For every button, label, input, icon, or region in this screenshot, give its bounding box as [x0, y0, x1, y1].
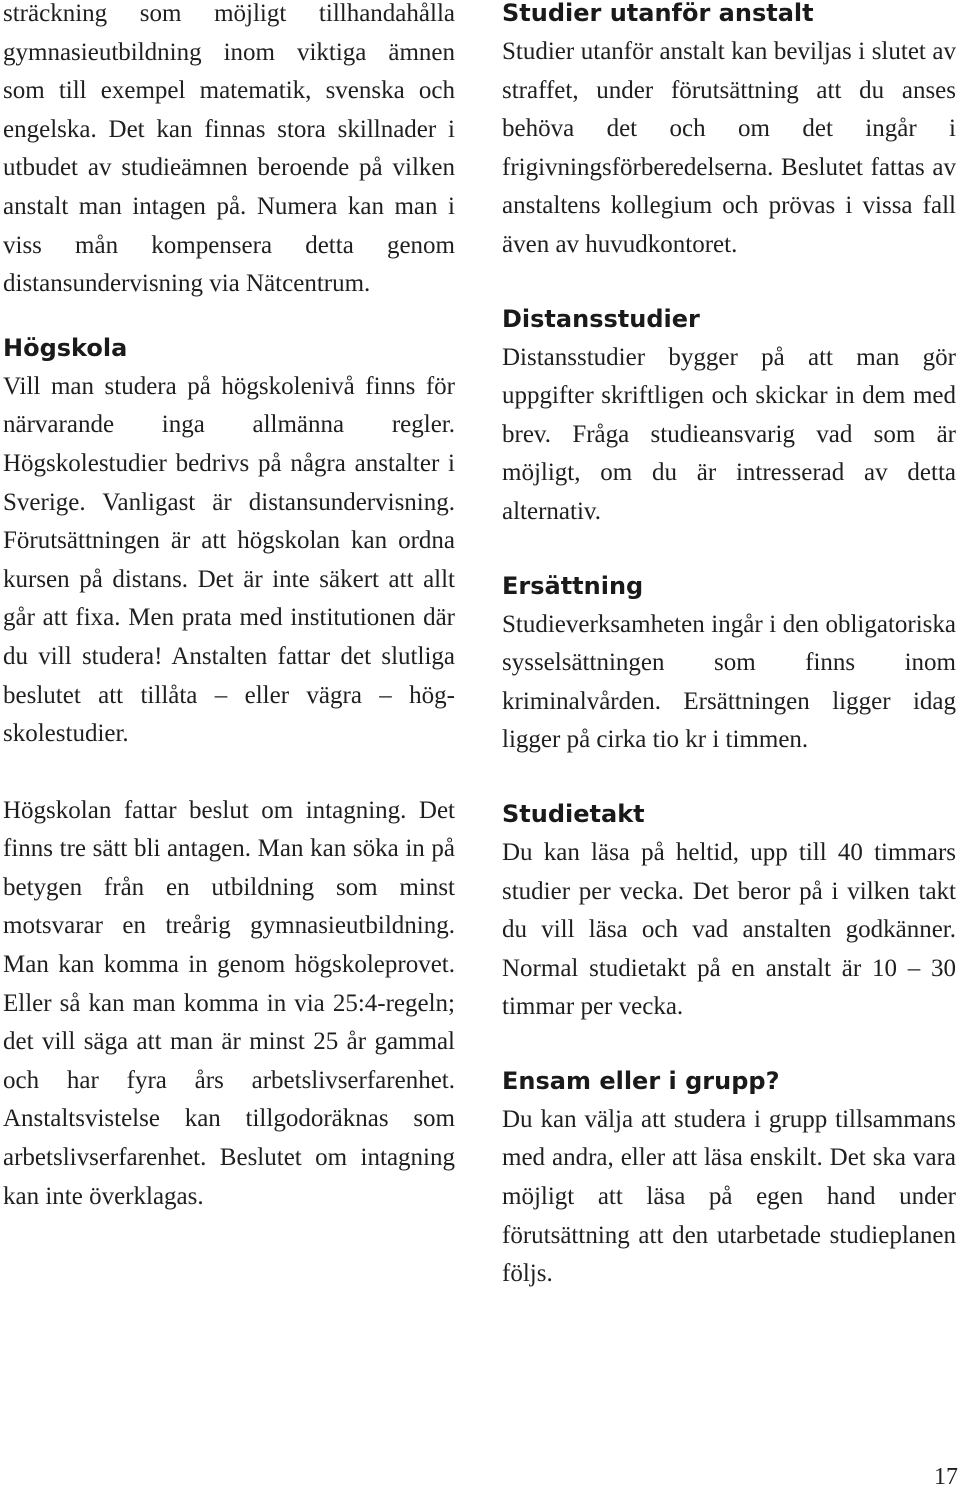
hogskola-paragraph-2: Högskolan fattar beslut om intagning. Det finns tre sätt bli antagen. Man kan söka in på betygen från en utbildning som minst motsvarar en treårig gymnasieutbildning. Man kan komma in genom högskoleprovet. Eller så kan man komma in via 25:4-regeln; det vill säga att man är minst 25 år gammal och har fyra års arbetslivserfarenhet. Anstaltsvistelse kan tillgodoräknas som arbetslivserfarenhet. Beslutet om intagning kan inte överklagas. [3, 796, 455, 1210]
section-body-ensam-eller-i-grupp: Du kan välja att studera i grupp tillsammans med andra, eller att läsa enskilt. Det ska vara möjligt att läsa på egen hand under förutsättning att den utarbetade studieplanen följs. [502, 1105, 956, 1288]
section-body-distansstudier: Distansstudier bygger på att man gör uppgifter skriftligen och skickar in dem med brev. Fråga studieansvarig vad som är möjligt, om du är intresserad av detta alternativ. [502, 343, 956, 525]
section-heading-hogskola: Högskola [3, 333, 128, 362]
section-body-studietakt: Du kan läsa på heltid, upp till 40 timmars studier per vecka. Det beror på i vilken takt du vill läsa och vad anstalten godkänner. Normal studietakt på en anstalt är 10 – 30 timmar per vecka. [502, 838, 956, 1021]
section-heading-studietakt: Studietakt [502, 799, 645, 828]
section-heading-ensam-eller-i-grupp: Ensam eller i grupp? [502, 1066, 780, 1095]
section-heading-distansstudier: Distansstudier [502, 304, 700, 333]
page-number: 17 [934, 1464, 958, 1490]
left-column [3, 0, 455, 1216]
right-column [502, 0, 956, 1294]
intro-paragraph: sträckning som möjligt tillhandahålla gymnasieutbildning inom viktiga ämnen som till exempel matematik, svenska och engelska. Det kan finnas stora skillnader i utbudet av studieämnen beroende på vilken anstalt man intagen på. Numera kan man i viss mån kompensera detta genom distansundervisning via Nätcentrum. [3, 0, 455, 298]
hogskola-paragraph-1: Vill man studera på högskolenivå finns för närvarande inga allmänna regler. Högskolestudier bedrivs på några anstalter i Sverige. Vanligast är distansundervisning. Förutsättningen är att högskolan kan ordna kursen på distans. Det är inte säkert att allt går att fixa. Men prata med institutionen där du vill studera! Anstalten fattar det slutliga beslutet att tillåta – eller vägra – högskolestudier. [3, 372, 455, 748]
section-body-studier-utanfor-anstalt: Studier utanför anstalt kan beviljas i slutet av straffet, under förutsättning att du anses behöva det och om det ingår i frigivningsförberedelserna. Beslutet fattas av anstaltens kollegium och prövas i vissa fall även av huvudkontoret. [502, 38, 956, 258]
section-heading-ersattning: Ersättning [502, 571, 644, 600]
section-body-ersattning: Studieverksamheten ingår i den obligatoriska sysselsättningen som finns inom kriminalvården. Ersättningen ligger idag ligger på cirka tio kr i timmen. [502, 610, 956, 754]
section-heading-studier-utanfor-anstalt: Studier utanför anstalt [502, 0, 814, 27]
